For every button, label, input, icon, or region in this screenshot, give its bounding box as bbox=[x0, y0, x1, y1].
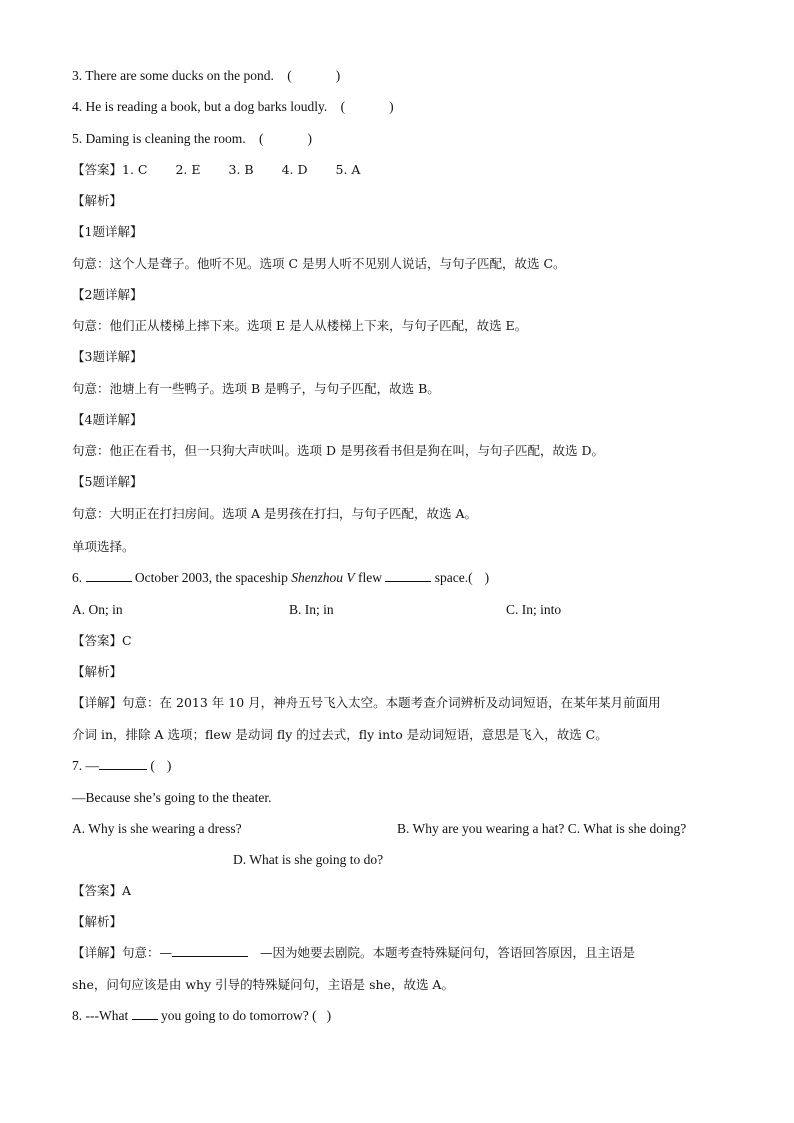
detail-tag: 【详解】 bbox=[72, 945, 123, 960]
answer-blank bbox=[172, 944, 248, 957]
answer-blank bbox=[99, 757, 147, 770]
question-5 bbox=[72, 130, 312, 148]
detail-7 bbox=[72, 944, 635, 962]
question-8-text: you going to do tomorrow? ( bbox=[160, 1008, 317, 1023]
question-7-reply: —Because she’s going to the theater. bbox=[72, 790, 272, 805]
answer-blank bbox=[86, 569, 132, 582]
answer-paren-close: ) bbox=[335, 68, 341, 83]
answer-line-1-5 bbox=[72, 161, 388, 179]
answer-blank bbox=[132, 1007, 158, 1020]
detail-4-text: 句意：他正在看书，但一只狗大声吠叫。选项 D 是男孩看书但是狗在叫，与句子匹配，故选 D。 bbox=[72, 443, 604, 458]
option-a: A. Why is she wearing a dress? bbox=[72, 821, 242, 836]
analysis-tag: 【解析】 bbox=[72, 914, 123, 929]
option-b: B. In; in bbox=[289, 602, 334, 617]
detail-7-text-2: she，问句应该是由 why 引导的特殊疑问句，主语是 she，故选 A。 bbox=[72, 977, 454, 992]
question-6 bbox=[72, 569, 489, 587]
detail-5-text: 句意：大明正在打扫房间。选项 A 是男孩在打扫，与句子匹配，故选 A。 bbox=[72, 506, 477, 521]
analysis-tag: 【解析】 bbox=[72, 193, 123, 208]
detail-7-text: 句意：— bbox=[122, 945, 173, 960]
spaceship-name: Shenzhou V bbox=[291, 570, 355, 585]
option-b-c: B. Why are you wearing a hat? C. What is she doing? bbox=[397, 821, 687, 836]
answer-paren-open: ( bbox=[340, 99, 346, 114]
answer-line-6 bbox=[72, 632, 132, 650]
detail-7-text: —因为她要去剧院。本题考查特殊疑问句，答语回答原因，且主语是 bbox=[260, 945, 636, 960]
answer-item: 3. B bbox=[228, 162, 254, 177]
question-4 bbox=[72, 98, 394, 116]
answer-tag: 【答案】 bbox=[72, 162, 123, 177]
section-heading: 单项选择。 bbox=[72, 539, 135, 554]
answer-value: A bbox=[122, 883, 132, 898]
question-3-text: 3. There are some ducks on the pond. bbox=[72, 68, 274, 83]
answer-paren-open: ( bbox=[258, 131, 264, 146]
detail-2-tag: 【2题详解】 bbox=[72, 287, 143, 302]
answer-paren-open: ( bbox=[287, 68, 292, 83]
question-7 bbox=[72, 757, 171, 775]
answer-item: 2. E bbox=[175, 162, 201, 177]
analysis-tag: 【解析】 bbox=[72, 664, 123, 679]
question-6-number: 6. bbox=[72, 570, 83, 585]
answer-blank bbox=[385, 569, 431, 582]
question-6-text: October 2003, the spaceship bbox=[134, 570, 288, 585]
question-8 bbox=[72, 1007, 331, 1025]
answer-line-7 bbox=[72, 882, 131, 900]
option-c: C. In; into bbox=[506, 602, 562, 617]
answer-item: 4. D bbox=[281, 162, 308, 177]
answer-tag: 【答案】 bbox=[72, 633, 123, 648]
detail-1-text: 句意：这个人是聋子。他听不见。选项 C 是男人听不见别人说话，与句子匹配，故选 C。 bbox=[72, 256, 566, 271]
question-8-text: 8. ---What bbox=[72, 1008, 129, 1023]
detail-3-tag: 【3题详解】 bbox=[72, 349, 143, 364]
question-7-number: 7. — bbox=[72, 758, 99, 773]
option-a: A. On; in bbox=[72, 602, 123, 617]
detail-4-tag: 【4题详解】 bbox=[72, 412, 143, 427]
detail-2-text: 句意：他们正从楼梯上摔下来。选项 E 是人从楼梯上下来，与句子匹配，故选 E。 bbox=[72, 318, 528, 333]
detail-6 bbox=[72, 694, 661, 712]
answer-paren-close: ) bbox=[166, 758, 172, 773]
answer-paren-close: ) bbox=[307, 131, 312, 146]
answer-paren-open: ( bbox=[150, 758, 155, 773]
detail-6-text-2: 介词 in，排除 A 选项；flew 是动词 fly 的过去式，fly into 是动词短语，意思是飞入，故选 C。 bbox=[72, 727, 608, 742]
question-6-text: flew bbox=[357, 570, 382, 585]
question-3 bbox=[72, 67, 340, 85]
detail-1-tag: 【1题详解】 bbox=[72, 224, 143, 239]
question-5-text: 5. Daming is cleaning the room. bbox=[72, 131, 246, 146]
question-6-text: space.( bbox=[434, 570, 473, 585]
question-4-text: 4. He is reading a book, but a dog barks loudly. bbox=[72, 99, 328, 114]
answer-paren-close: ) bbox=[326, 1008, 332, 1023]
detail-6-text: 句意：在 2013 年 10 月，神舟五号飞入太空。本题考查介词辨析及动词短语，在某年某月前面用 bbox=[122, 695, 661, 710]
detail-3-text: 句意：池塘上有一些鸭子。选项 B 是鸭子，与句子匹配，故选 B。 bbox=[72, 381, 440, 396]
detail-5-tag: 【5题详解】 bbox=[72, 474, 143, 489]
answer-value: C bbox=[122, 633, 132, 648]
answer-item: 1. C bbox=[122, 162, 148, 177]
option-d: D. What is she going to do? bbox=[233, 852, 384, 867]
answer-paren-close: ) bbox=[484, 570, 490, 585]
answer-tag: 【答案】 bbox=[72, 883, 123, 898]
answer-item: 5. A bbox=[335, 162, 361, 177]
answer-paren-close: ) bbox=[389, 99, 394, 114]
detail-tag: 【详解】 bbox=[72, 695, 123, 710]
